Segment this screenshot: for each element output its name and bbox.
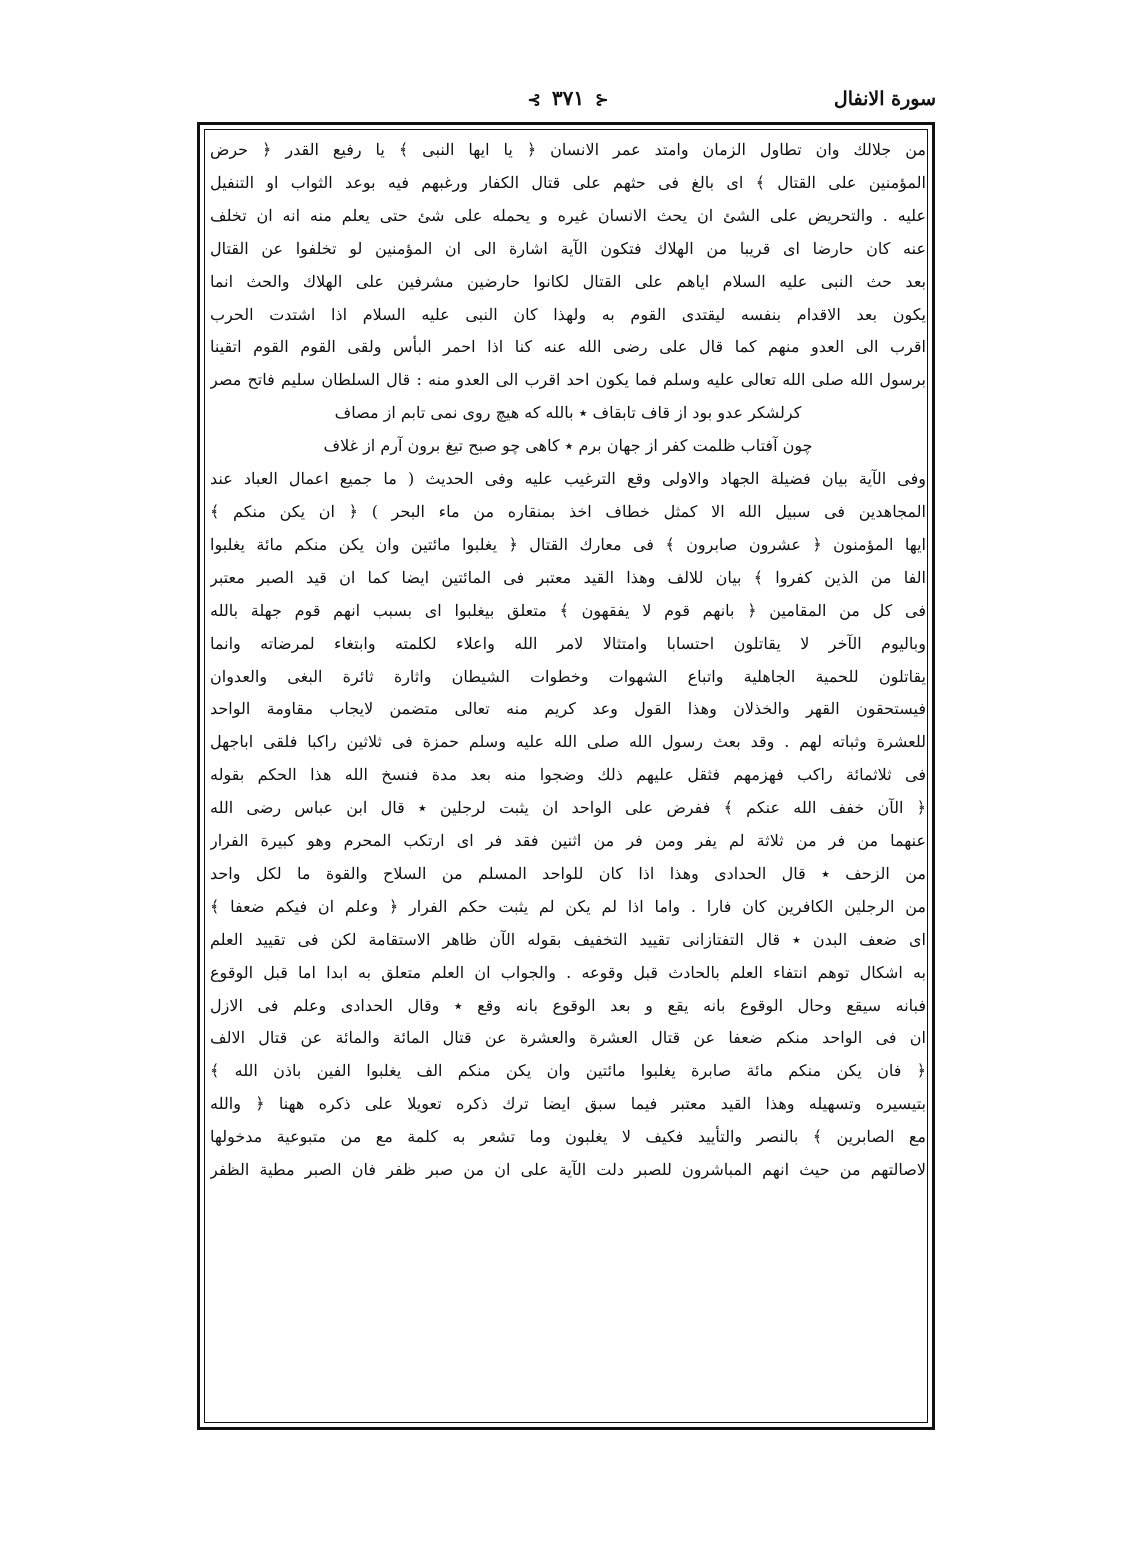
text-line: لاصالتهم من حيث انهم المباشرون للصبر دلت الآية على ان من صبر ظفر فان الصبر مطية الظفر: [210, 1160, 926, 1180]
surah-name: سورة الانفال: [833, 88, 936, 110]
poetry-verse: كرلشكر عدو بود از قاف تابقاف ٭ بالله كه هيچ روى نمى تابم از مصاف: [334, 403, 802, 423]
text-line: ﴿ فان يكن منكم مائة صابرة يغلبوا مائتين وان يكن منكم الف يغلبوا الفين باذن الله ﴾: [210, 1061, 926, 1081]
text-line: عنه كان حارضا اى قريبا من الهلاك فتكون الآية اشارة الى ان المؤمنين لو تخلفوا عن القتال: [210, 238, 926, 258]
text-line: فبانه سيقع وحال الوقوع بانه يقع و بعد الوقوع بانه وقع ٭ وقال الحدادى وعلم فى الازل: [210, 995, 926, 1015]
text-line: للعشرة وثباته لهم . وقد بعث رسول الله صلى الله عليه وسلم حمزة فى ثلاثين راكبا فلقى اباجهل: [210, 732, 926, 752]
text-body: [210, 134, 926, 1424]
text-line: المؤمنين على القتال ﴾ اى بالغ فى حثهم على قتال الكفار ورغبهم فيه بوعد الثواب او التنفيل: [210, 172, 926, 192]
text-line: اقرب الى العدو منهم كما قال على رضى الله عنه كنا اذا احمر البأس ولقى القوم القوم اتقينا: [210, 337, 926, 357]
text-line: وباليوم الآخر لا يقاتلون احتسابا وامتثالا لامر الله واعلاء لكلمته وابتغاء لمرضاته وانما: [210, 633, 926, 653]
text-line: عليه . والتحريض على الشئ ان يحث الانسان غيره و يحمله على شئ حتى يعلم منه انه ان تخلف: [210, 205, 926, 225]
text-line: ان فى الواحد منكم ضعفا عن قتال العشرة والعشرة عن قتال المائة والمائة عن قتال الالف: [210, 1028, 926, 1048]
text-line: من الزحف ٭ قال الحدادى وهذا اذا كان للواحد المسلم من السلاح والقوة ما لكل واحد: [210, 863, 926, 883]
text-line: فى ثلاثمائة راكب فهزمهم فثقل عليهم ذلك وضجوا منه بعد مدة فنسخ الله هذا الحكم بقوله: [210, 765, 926, 785]
page-number: ٣٧١: [551, 86, 585, 110]
page-header: [200, 86, 936, 122]
text-line: يقاتلون للحمية الجاهلية واتباع الشهوات وخطوات الشيطان واثارة ثائرة البغى والعدوان: [210, 666, 926, 686]
text-line: به اشكال توهم انتفاء العلم بالحادث قبل وقوعه . والجواب ان العلم متعلق به ابدا اما قبل الوقوع: [210, 962, 926, 982]
poetry-verse: چون آفتاب ظلمت كفر از جهان برم ٭ كاهى چو صبح تيغ برون آرم از غلاف: [323, 436, 813, 456]
page-number-block: [524, 86, 613, 110]
text-line: ايها المؤمنون ﴿ عشرون صابرون ﴾ فى معارك القتال ﴿ يغلبوا مائتين وان يكن منكم مائة يغلبوا: [210, 534, 926, 554]
text-line: بتيسيره وتسهيله وهذا القيد معتبر فيما سبق ايضا ترك ذكره تعويلا على ذكره ههنا ﴿ والله: [210, 1094, 926, 1114]
ornament-left: ⊱: [527, 90, 541, 109]
ornament-right: ⊰: [595, 90, 609, 109]
text-line: فى كل من المقامين ﴿ بانهم قوم لا يفقهون ﴾ متعلق بيغلبوا اى بسبب انهم قوم جهلة بالله: [210, 600, 926, 620]
text-line: ﴿ الآن خفف الله عنكم ﴾ ففرض على الواحد ان يثبت لرجلين ٭ قال ابن عباس رضى الله: [210, 798, 926, 818]
text-line: من الرجلين الكافرين كان فارا . واما اذا لم يكن لم يثبت حكم الفرار ﴿ وعلم ان فيكم ضعفا ﴾: [210, 896, 926, 916]
text-line: بعد حث النبى عليه السلام اياهم على القتال لكانوا حارضين مشرفين على الهلاك والحث انما: [210, 271, 926, 291]
text-line: عنهما من فر من ثلاثة لم يفر ومن فر من اثنين فقد فر اى ارتكب المحرم وهو كبيرة الفرار: [210, 831, 926, 851]
text-line: وفى الآية بيان فضيلة الجهاد والاولى وقع الترغيب عليه وفى الحديث ( ما جميع اعمال العباد عند: [210, 469, 926, 489]
text-line: برسول الله صلى الله تعالى عليه وسلم فما يكون احد اقرب الى العدو منه : قال السلطان سليم فاتح مصر: [210, 370, 926, 390]
text-line: مع الصابرين ﴾ بالنصر والتأييد فكيف لا يغلبون وما تشعر به كلمة مع من متبوعية مدخولها: [210, 1127, 926, 1147]
text-line: المجاهدين فى سبيل الله الا كمثل خطاف اخذ بمنقاره من ماء البحر ) ﴿ ان يكن منكم ﴾: [210, 501, 926, 521]
text-line: من جلالك وان تطاول الزمان وامتد عمر الانسان ﴿ يا ايها النبى ﴾ يا رفيع القدر ﴿ حرض: [210, 140, 926, 159]
text-line: الفا من الذين كفروا ﴾ بيان للالف وهذا القيد معتبر فى المائتين ايضا كما ان قيد الصبر معتبر: [210, 567, 926, 587]
text-line: يكون بعد الاقدام بنفسه ليقتدى القوم به ولهذا كان النبى عليه السلام اذا اشتدت الحرب: [210, 304, 926, 324]
text-line: اى ضعف البدن ٭ قال التفتازانى تقييد التخفيف بقوله الآن ظاهر الاستقامة لكن فى تقييد العلم: [210, 929, 926, 949]
text-line: فيستحقون القهر والخذلان وهذا القول وعد كريم منه تعالى متضمن لايجاب مقاومة الواحد: [210, 699, 926, 719]
